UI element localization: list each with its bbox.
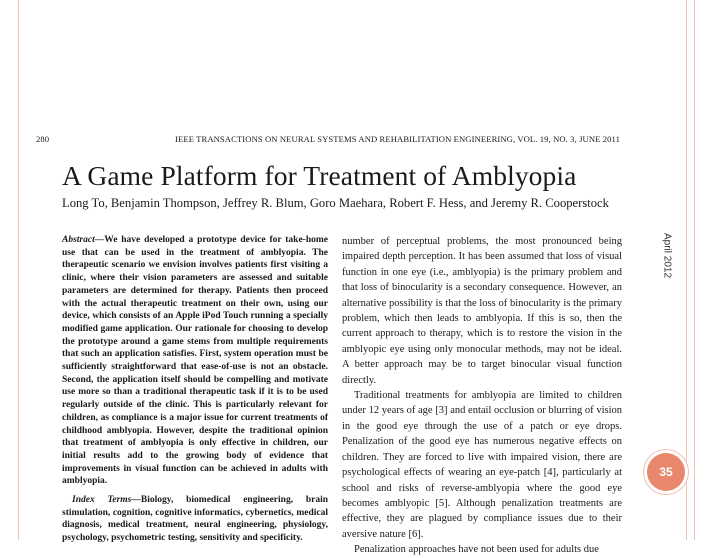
slide-date-text: April 2012	[661, 232, 673, 279]
paper-authors: Long To, Benjamin Thompson, Jeffrey R. Blum, Goro Maehara, Robert F. Hess, and Jeremy R. Cooperstock	[62, 196, 609, 210]
index-terms-label: Index Terms—	[72, 495, 141, 506]
slide-frame-right-line	[686, 0, 687, 540]
body-paragraph-1: number of perceptual problems, the most pronounced being impaired depth perception. It has been assumed that loss of visual function in one eye (i.e., amblyopia) is the primary problem and that loss of binocularity is a secondary consequence. However, an alternative possibility is that the loss of binocularity is the primary problem, which then leads to amblyopia. If this is so, then the current approach to therapy, which is to restore the vision in the amblyopic eye using only monocular methods, may not be ideal. A better approach may be to target binocular visual function directly.	[342, 236, 622, 386]
body-paragraph-3: Penalization approaches have not been used for adults due	[354, 544, 599, 556]
abstract-paragraph	[62, 234, 328, 488]
abstract-label: Abstract—	[62, 235, 105, 245]
paper-page-image	[36, 128, 656, 556]
slide-frame-right-line-outer	[694, 0, 695, 540]
index-terms-paragraph	[62, 494, 328, 545]
abstract-column	[62, 234, 328, 545]
abstract-text: We have developed a prototype device for take-home use that can be used in the treatment of amblyopia. The therapeutic scenario we envision involves patients first visiting a clinic, where their vision parameters are assessed and suitable parameters are determined for therapy. Patients then proceed with the actual therapeutic treatment on their own, using our device, which consists of an Apple iPod Touch running a specially modified game application. Our rationale for choosing to develop the prototype around a game stems from multiple requirements that such an application satisfies. First, system operation must be sufficiently straightforward that ease-of-use is not an obstacle. Second, the application itself should be compelling and motivate use more so than a traditional therapeutic task if it is to be used regularly outside of the clinic. This is particularly relevant for children, as compliance is a major issue for current treatments of childhood amblyopia. However, despite the traditional opinion that treatment of amblyopia is only effective in children, our initial results add to the growing body of evidence that improvements in visual function can be achieved in adults with amblyopia.	[62, 235, 328, 487]
body-paragraph-2: Traditional treatments for amblyopia are limited to children under 12 years of age [3] and entail occlusion or blurring of vision in the good eye through the use of a patch or eye drops. Penalization of the good eye has numerous negative effects on children. They are forced to live with impaired vision, there are psychological effects of wearing an eye-patch [4], particularly at school and risks of reverse-amblyopia where the good eye becomes amblyopic [5]. Although penalization treatments are effective, they are plagued by compliance issues due to their aversive nature [6].	[342, 390, 622, 540]
body-column	[342, 234, 622, 558]
paper-page-number: 280	[36, 134, 50, 144]
slide-frame-left-line	[18, 0, 19, 540]
index-terms-text: Biology, biomedical engineering, brain stimulation, cognition, cognitive informatics, cybernetics, medical diagnosis, medical treatment, neural engineering, physiology, psychology, psychometric testing, sensitivity and specificity.	[62, 495, 328, 544]
slide-page-number: 35	[659, 465, 673, 479]
journal-header: IEEE TRANSACTIONS ON NEURAL SYSTEMS AND REHABILITATION ENGINEERING, VOL. 19, NO. 3, JUNE 2011	[175, 134, 620, 144]
paper-title: A Game Platform for Treatment of Amblyopia	[62, 160, 577, 191]
slide-date	[660, 222, 674, 292]
